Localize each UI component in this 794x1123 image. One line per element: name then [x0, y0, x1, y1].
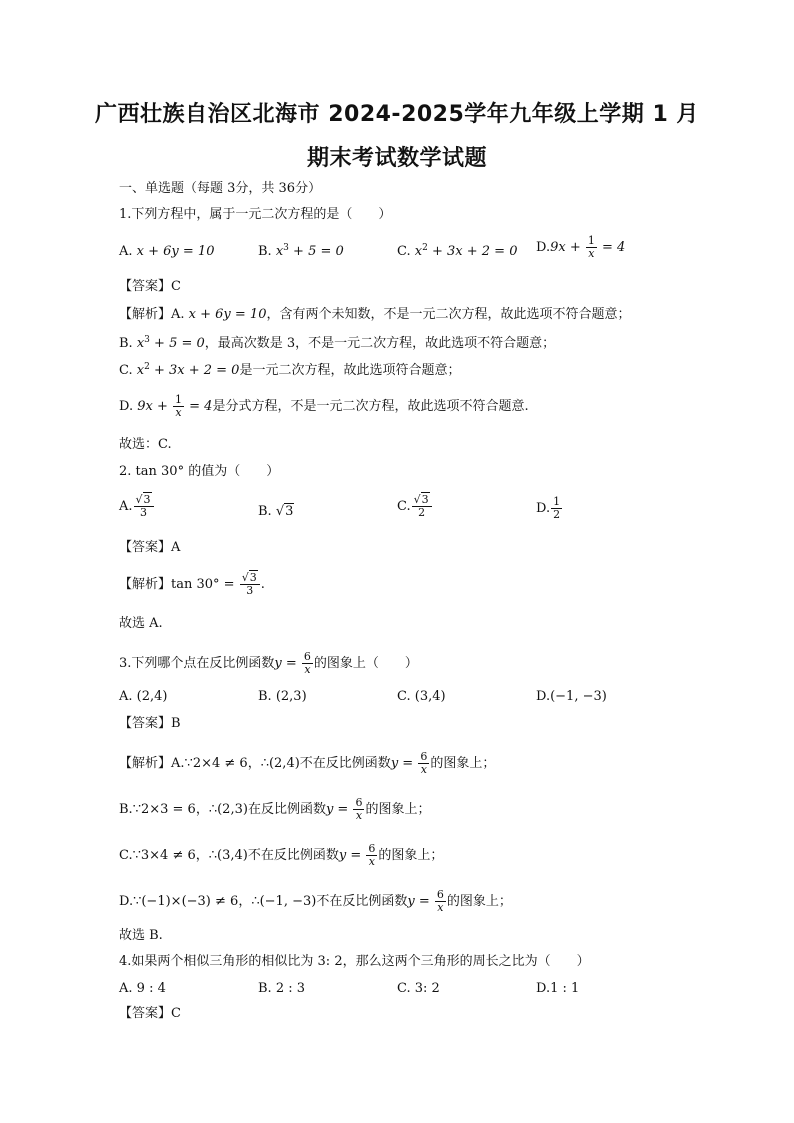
q3-option-a: A. (2,4)	[119, 689, 168, 704]
document-title-line-1: 广西壮族自治区北海市 2024-2025学年九年级上学期 1 月	[95, 102, 699, 127]
q1-option-a: A. x + 6y = 10	[119, 244, 215, 259]
q2-stem: 2. tan 30° 的值为（ ）	[119, 464, 280, 479]
q2-conclusion: 故选 A.	[119, 616, 163, 631]
q1-explanation-c: C. $x^2 + 3x + 2 = 0$是一元二次方程，故此选项符合题意；	[119, 362, 461, 378]
q3-explanation-d: D.∵(−1)×(−3) ≠ 6，∴(−1, −3)不在反比例函数y = $\frac{6}{x}$ 的图象上；	[119, 888, 512, 914]
q1-answer: 【答案】C	[119, 279, 181, 294]
q3-conclusion: 故选 B.	[119, 928, 163, 943]
q1-explanation-d: D. 9x + $\frac{1}{x}$ = 4是分式方程，不是一元二次方程，故此选项不符合题意.	[119, 393, 529, 419]
q3-explanation-a: 【解析】A.∵2×4 ≠ 6，∴(2,4)不在反比例函数y = $\frac{6}{x}$ 的图象上；	[119, 750, 496, 776]
q3-explanation-c: C.∵3×4 ≠ 6，∴(3,4)不在反比例函数y = $\frac{6}{x}$ 的图象上；	[119, 842, 444, 868]
q2-option-c: C. $\frac{√3}{2}$	[397, 494, 433, 519]
q2-explanation: 【解析】tan 30° = $\frac{√3}{3}$ .	[119, 571, 265, 597]
q1-stem: 1.下列方程中，属于一元二次方程的是（ ）	[119, 207, 392, 222]
q3-option-c: C. (3,4)	[397, 689, 446, 704]
q1-explanation-a: 【解析】A. x + 6y = 10，含有两个未知数，不是一元二次方程，故此选项不符合题意；	[119, 307, 631, 322]
section-heading: 一、单选题（每题 3分，共 36分）	[119, 181, 322, 196]
q2-option-d: D. $\frac{1}{2}$	[536, 495, 561, 521]
q2-option-b: B. √3	[258, 504, 294, 519]
q3-explanation-b: B.∵2×3 = 6，∴(2,3)在反比例函数y = $\frac{6}{x}$ 的图象上；	[119, 796, 431, 822]
q3-stem: 3.下列哪个点在反比例函数y = $\frac{6}{x}$ 的图象上（ ）	[119, 650, 418, 676]
q4-option-b: B. 2 : 3	[258, 981, 306, 996]
q3-answer: 【答案】B	[119, 716, 181, 731]
q2-answer: 【答案】A	[119, 540, 181, 555]
q3-option-d: D.(−1, −3)	[536, 689, 607, 704]
q3-option-b: B. (2,3)	[258, 689, 307, 704]
q1-explanation-b: B. $x^3 + 5 = 0$，最高次数是 3，不是一元二次方程，故此选项不符合题意；	[119, 335, 556, 351]
q1-option-b: B. $x^3 + 5 = 0$	[258, 243, 344, 259]
q4-stem: 4.如果两个相似三角形的相似比为 3: 2，那么这两个三角形的周长之比为（ ）	[119, 954, 590, 969]
q1-option-d: D.9x + $\frac{1}{x}$ = 4	[536, 234, 626, 260]
q1-option-c: C. $x^2 + 3x + 2 = 0$	[397, 243, 518, 259]
q2-option-a: A. $\frac{√3}{3}$	[119, 494, 155, 519]
q4-answer: 【答案】C	[119, 1006, 181, 1021]
document-title-line-2: 期末考试数学试题	[306, 146, 487, 171]
q4-option-c: C. 3: 2	[397, 981, 440, 996]
q4-option-d: D.1 : 1	[536, 981, 580, 996]
q4-option-a: A. 9 : 4	[119, 981, 166, 996]
q1-conclusion: 故选：C.	[119, 437, 172, 452]
